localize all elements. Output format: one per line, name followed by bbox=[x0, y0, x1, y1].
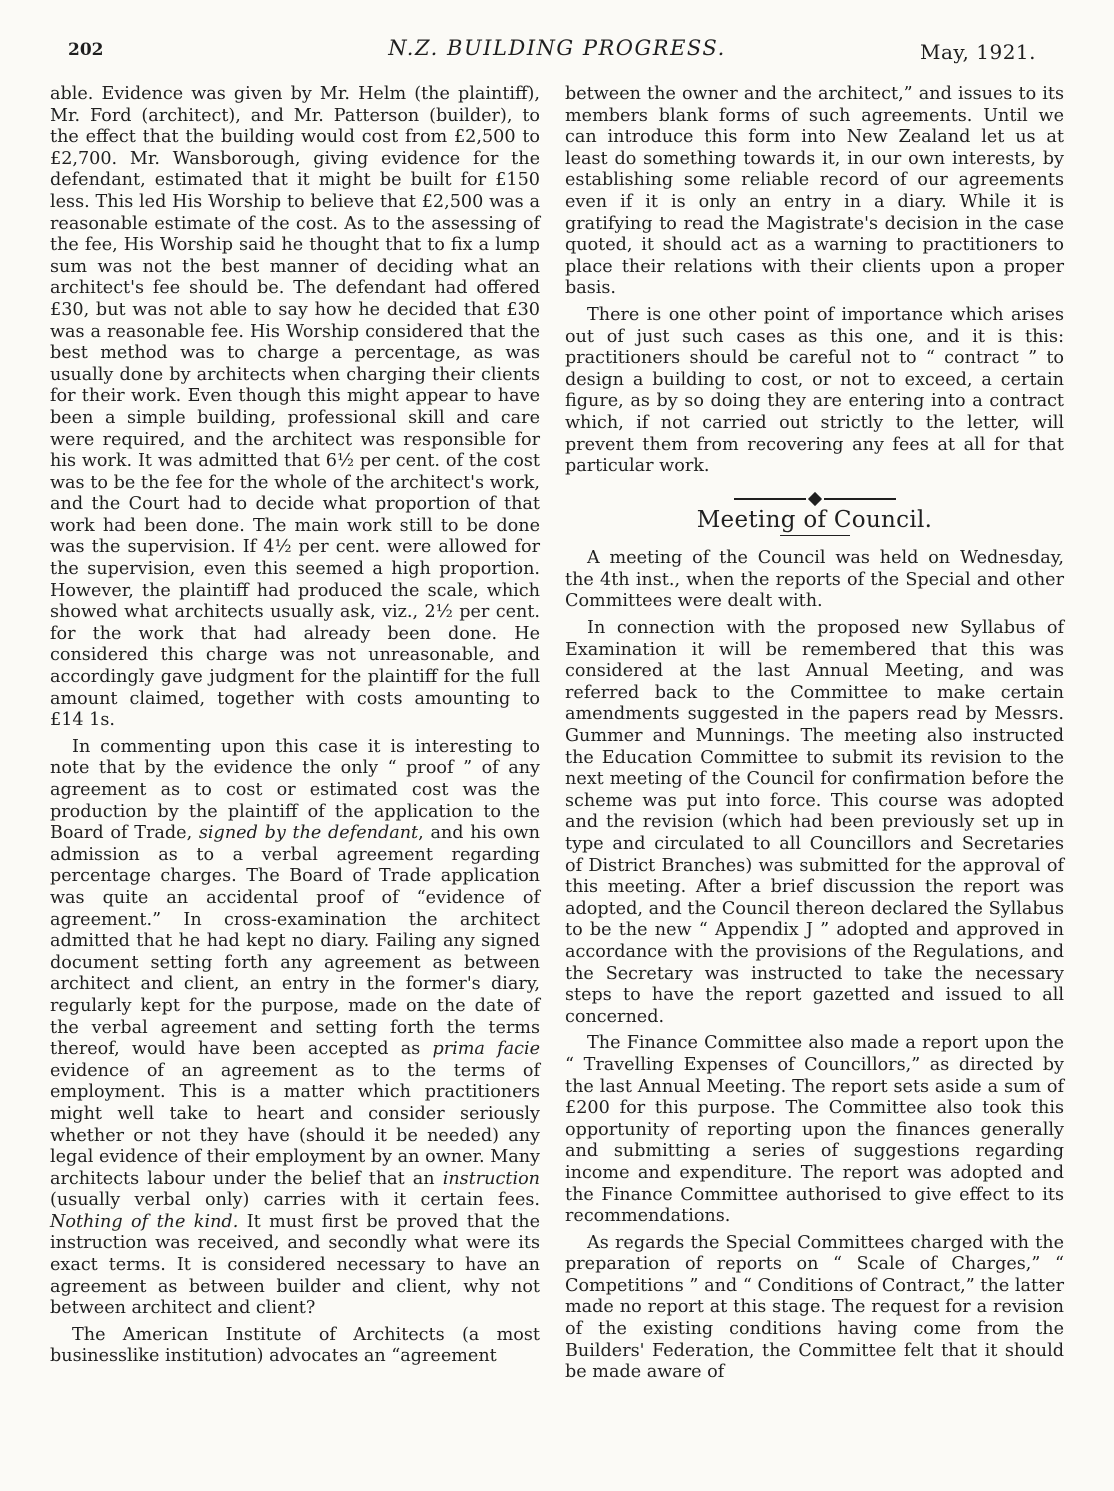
divider-line bbox=[824, 498, 896, 500]
syllabus-paragraph: In connection with the proposed new Syllabus of Examination it will be remembered that this was considered at the last Annual Meeting, and was referred back to the Committee to make certain amendments suggested in the papers read by Messrs. Gummer and Munnings. The meeting also instructed the Education Committee to submit its revision to the next meeting of the Council for confirmation before the scheme was put into force. This course was adopted and the revision (which had been previously set up in type and circulated to all Councillors and Secretaries of District Branches) was submitted for the approval of this meeting. After a brief discussion the report was adopted, and the Council thereon declared the Syllabus to be the new “ Appendix J ” adopted and approved in accordance with the provisions of the Regulations, and the Secretary was instructed to take the necessary steps to have the report gazetted and issued to all concerned. bbox=[565, 618, 1064, 1027]
case-judgment-paragraph: able. Evidence was given by Mr. Helm (the plaintiff), Mr. Ford (architect), and Mr. Patterson (builder), to the effect that the building would cost from £2,500 to £2,700. Mr. Wansborough, giving evidence for the defendant, estimated that it might be built for £150 less. This led His Worship to believe that £2,500 was a reasonable estimate of the cost. As to the assessing of the fee, His Worship said he thought that to fix a lump sum was not the best manner of deciding what an architect's fee should be. The defendant had offered £30, but was not able to say how he decided that £30 was a reasonable fee. His Worship considered that the best method was to charge a percentage, as was usually done by architects when charging their clients for their work. Even though this might appear to have been a simple building, professional skill and care were required, and the architect was responsible for his work. It was admitted that 6½ per cent. of the cost was to be the fee for the whole of the architect's work, and the Court had to decide what proportion of that work had been done. The main work still to be done was the supervision. If 4½ per cent. were allowed for the supervision, even this seemed a high proportion. However, the plaintiff had produced the scale, which showed what architects usually ask, viz., 2½ per cent. for the work that had already been done. He considered this charge was not unreasonable, and accordingly gave judgment for the plaintiff for the full amount claimed, together with costs amounting to £14 1s. bbox=[50, 84, 540, 731]
issue-date: May, 1921. bbox=[919, 40, 1036, 64]
aia-paragraph: The American Institute of Architects (a most businesslike institution) advocates an “agreement bbox=[50, 1324, 540, 1367]
commentary-text: It must first be proved that the instruction was received, and secondly what were its exact terms. It is considered necessary to have an agreement as between builder and client, why not between architect and client? bbox=[50, 1211, 541, 1319]
divider-line bbox=[734, 498, 806, 500]
commentary-text: (usually verbal only) carries with it certain fees. bbox=[50, 1190, 540, 1211]
left-column bbox=[50, 84, 540, 1373]
emphasis-prima-facie: prima facie bbox=[432, 1039, 540, 1060]
commentary-text: , and his own admission as to a verbal agreement regarding percentage charges. The Board of Trade application was quite an accidental proof of “evidence of agreement.” In cross-examination the architect admitted that he had kept no diary. Failing any signed document setting forth any agreement as between architect and client, an entry in the former's diary, regularly kept for the purpose, made on the date of the verbal agreement and setting forth the terms thereof, would have been accepted as bbox=[50, 823, 540, 1060]
finance-paragraph: The Finance Committee also made a report upon the “ Travelling Expenses of Councillors,” as directed by the last Annual Meeting. The report sets aside a sum of £200 for this purpose. The Committee also took this opportunity of reporting upon the finances generally and submitting a series of suggestions regarding income and expenditure. The report was adopted and the Finance Committee authorised to give effect to its recommendations. bbox=[565, 1033, 1064, 1227]
section-heading: Meeting of Council. bbox=[696, 506, 933, 533]
special-committees-paragraph: As regards the Special Committees charged with the preparation of reports on “ Scale of Charges,” “ Competitions ” and “ Conditions of Contract,” the latter made no report at this stage. The request for a revision of the existing conditions having come from the Builders' Federation, the Committee felt that it should be made aware of bbox=[565, 1232, 1064, 1383]
page-header bbox=[0, 36, 1114, 76]
emphasis-signed-by-defendant: signed by the defendant bbox=[198, 823, 419, 844]
emphasis-instruction: instruction bbox=[442, 1168, 540, 1189]
diamond-ornament-icon bbox=[807, 492, 821, 506]
publication-title: N.Z. BUILDING PROGRESS. bbox=[388, 36, 726, 60]
commentary-paragraph bbox=[50, 737, 540, 1320]
commentary-text: In commenting upon this case it is interesting to note that by the evidence the only “ proof ” of any agreement as to cost or estimated cost was the production by the plaintiff of the application to the Board of Trade, bbox=[50, 736, 540, 844]
commentary-text: evidence of an agreement as to the terms of employment. This is a matter which practitioners might well take to heart and consider seriously whether or not they have (should it be needed) any legal evidence of their employment by an owner. Many architects labour under the belief that an bbox=[50, 1060, 540, 1189]
right-column bbox=[565, 84, 1064, 1389]
contract-warning-paragraph: There is one other point of importance which arises out of just such cases as this one, and it is this: practitioners should be careful not to “ contract ” to design a building to cost, or not to exceed, a certain figure, as by so doing they are entering into a contract which, if not carried out strictly to the letter, will prevent them from recovering any fees at all for that particular work. bbox=[565, 304, 1064, 477]
aia-continuation-paragraph: between the owner and the architect,” and issues to its members blank forms of such agreements. Until we can introduce this form into New Zealand let us at least do something towards it, in our own interests, by establishing some reliable record of our agreements even if it is only an entry in a diary. While it is gratifying to read the Magistrate's decision in the case quoted, it should act as a warning to practitioners to place their relations with their clients upon a proper basis. bbox=[565, 84, 1064, 299]
page-number: 202 bbox=[68, 40, 104, 60]
section-divider-ornament bbox=[565, 494, 1064, 504]
council-meeting-paragraph: A meeting of the Council was held on Wednesday, the 4th inst., when the reports of the Special and other Committees were dealt with. bbox=[565, 548, 1064, 612]
heading-underline bbox=[780, 535, 850, 536]
emphasis-nothing-of-the-kind: Nothing of the kind. bbox=[50, 1211, 239, 1232]
